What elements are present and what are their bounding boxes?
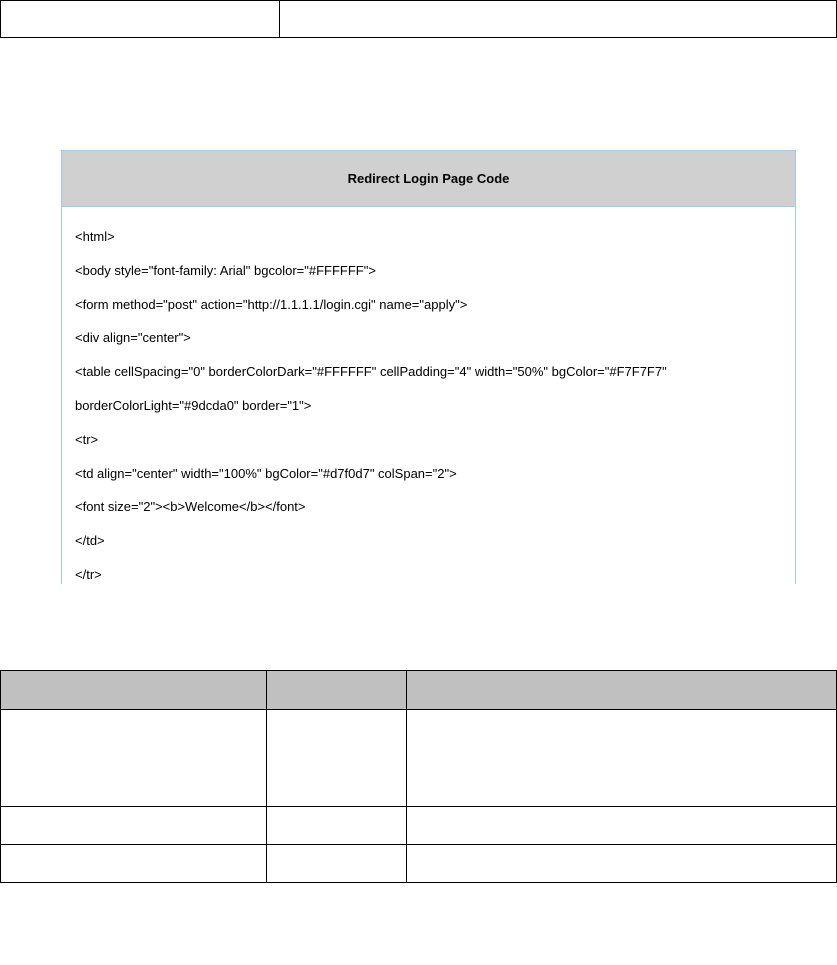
table-row	[1, 807, 837, 845]
code-line: borderColorLight="#9dcda0" border="1">	[75, 397, 312, 413]
table-cell	[267, 845, 407, 883]
table-row	[1, 710, 837, 807]
table-cell	[407, 845, 837, 883]
table-header-cell	[267, 671, 407, 710]
table-cell	[1, 710, 267, 807]
code-line: <table cellSpacing="0" borderColorDark="#FFFFFF" cellPadding="4" width="50%" bgColor="#F7F7F7"	[75, 364, 667, 380]
table-cell	[267, 710, 407, 807]
table-cell	[1, 1, 280, 38]
table-cell	[407, 807, 837, 845]
table-row	[1, 1, 837, 38]
table-header-row	[1, 671, 837, 710]
table-row	[1, 845, 837, 883]
table-header-cell	[1, 671, 267, 710]
table-cell	[407, 710, 837, 807]
parameter-table	[0, 670, 837, 883]
code-listing	[62, 220, 795, 584]
code-line: <html>	[75, 229, 115, 244]
code-line: <tr>	[75, 431, 99, 447]
table-cell	[1, 845, 267, 883]
top-table	[0, 0, 837, 38]
code-line: <div align="center">	[75, 330, 191, 346]
code-line: <form method="post" action="http://1.1.1.1/login.cgi" name="apply">	[75, 296, 468, 312]
code-box-title: Redirect Login Page Code	[62, 151, 795, 207]
code-line: </tr>	[75, 566, 102, 582]
table-cell	[280, 1, 837, 38]
table-cell	[1, 807, 267, 845]
code-box	[61, 150, 796, 584]
table-cell	[267, 807, 407, 845]
code-line: <body style="font-family: Arial" bgcolor="#FFFFFF">	[75, 262, 376, 278]
table-header-cell	[407, 671, 837, 710]
code-line: <td align="center" width="100%" bgColor="#d7f0d7" colSpan="2">	[75, 465, 457, 481]
code-line: </td>	[75, 533, 105, 549]
code-line: <font size="2"><b>Welcome</b></font>	[75, 499, 306, 515]
